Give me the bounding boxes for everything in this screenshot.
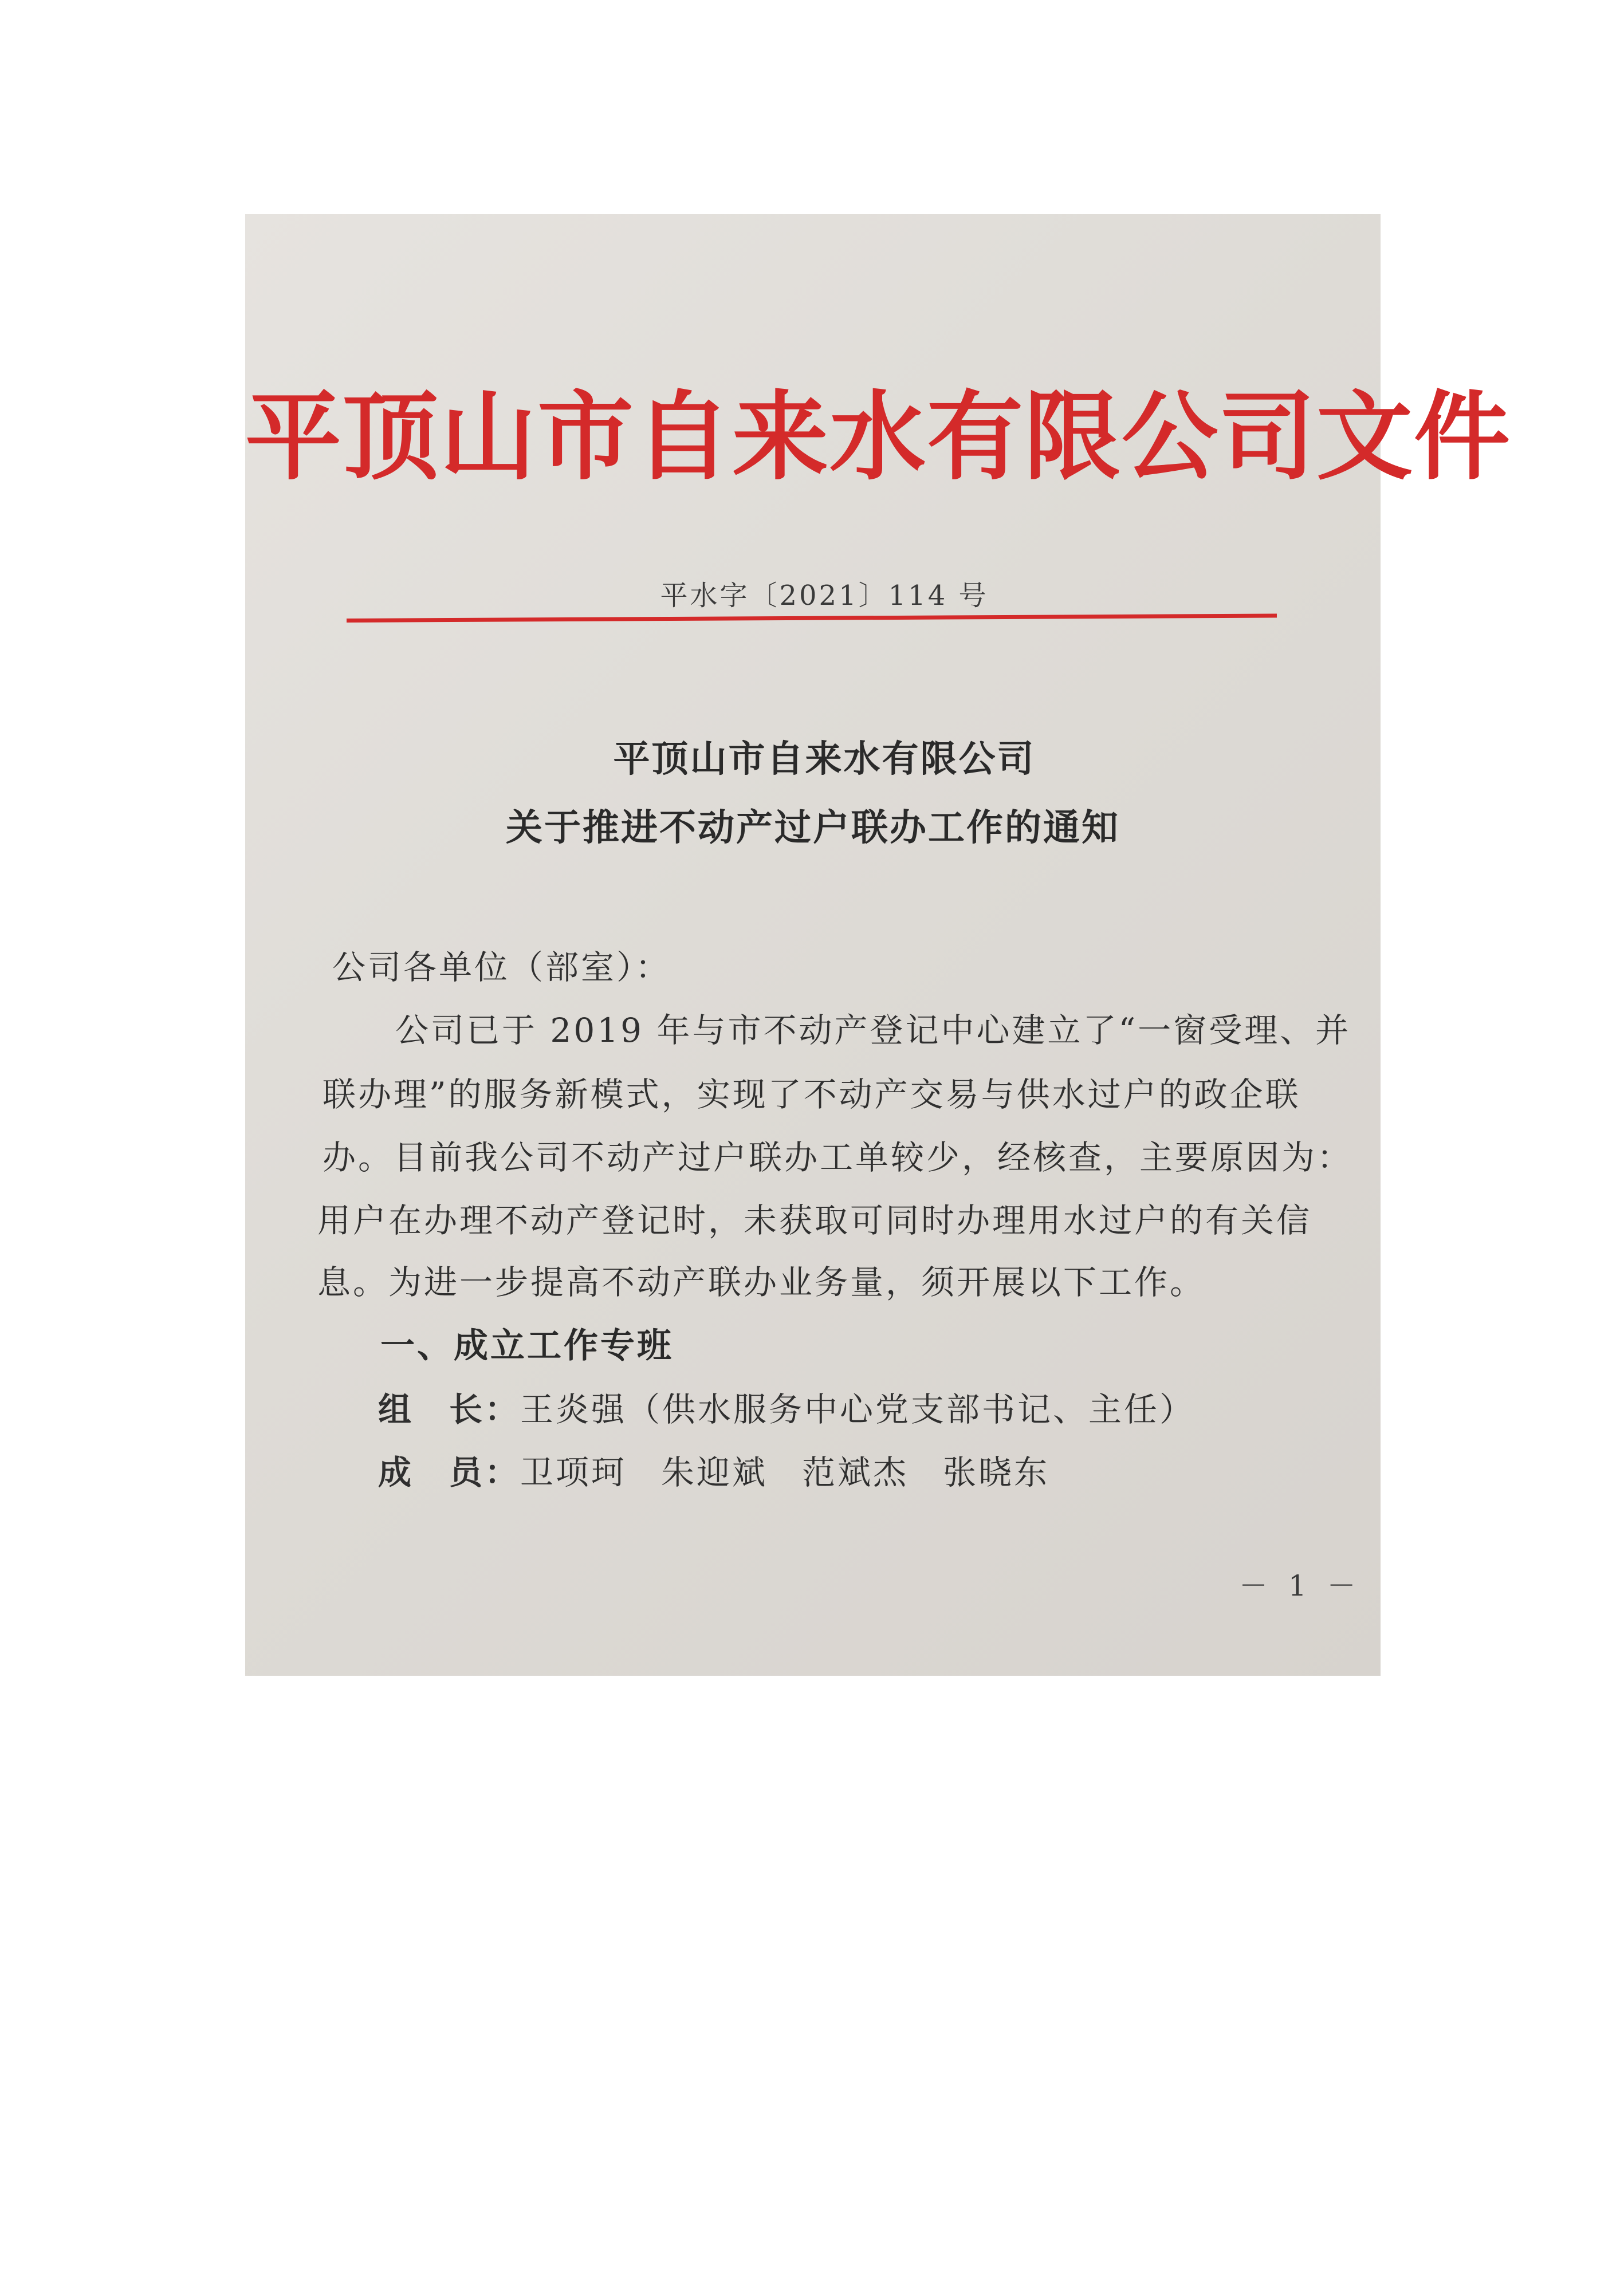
section-heading: 一、成立工作专班 bbox=[380, 1326, 674, 1366]
member-name: 卫项珂 bbox=[520, 1453, 627, 1492]
leader-label: 组 长： bbox=[378, 1390, 521, 1429]
member-name: 范斌杰 bbox=[802, 1453, 909, 1492]
salutation: 公司各单位（部室）： bbox=[332, 948, 671, 987]
body-line: 办。目前我公司不动产过户联办工单较少，经核查，主要原因为： bbox=[323, 1138, 1353, 1177]
member-name: 张晓东 bbox=[943, 1453, 1050, 1492]
members-row bbox=[378, 1446, 1049, 1494]
leader-value: 王炎强（供水服务中心党支部书记、主任） bbox=[520, 1390, 1196, 1429]
red-divider-line bbox=[347, 613, 1277, 623]
body-line: 联办理”的服务新模式，实现了不动产交易与供水过户的政企联 bbox=[323, 1075, 1301, 1114]
leader-row bbox=[378, 1383, 1195, 1431]
page-number: － 1 － bbox=[1239, 1569, 1362, 1602]
issuer-header: 平顶山市自来水有限公司文件 bbox=[245, 381, 1511, 493]
notice-title-line-2: 关于推进不动产过户联办工作的通知 bbox=[506, 806, 1120, 849]
member-name: 朱迎斌 bbox=[661, 1453, 768, 1492]
notice-title-line-1: 平顶山市自来水有限公司 bbox=[613, 738, 1036, 781]
body-line: 公司已于 2019 年与市不动产登记中心建立了“一窗受理、并 bbox=[395, 1011, 1351, 1050]
members-label: 成 员： bbox=[378, 1453, 521, 1492]
scanned-document-page bbox=[245, 214, 1511, 1676]
body-line: 息。为进一步提高不动产联办业务量，须开展以下工作。 bbox=[317, 1263, 1206, 1302]
body-line: 用户在办理不动产登记时，未获取可同时办理用水过户的有关信 bbox=[317, 1201, 1312, 1240]
document-number: 平水字〔2021〕114 号 bbox=[660, 580, 989, 612]
